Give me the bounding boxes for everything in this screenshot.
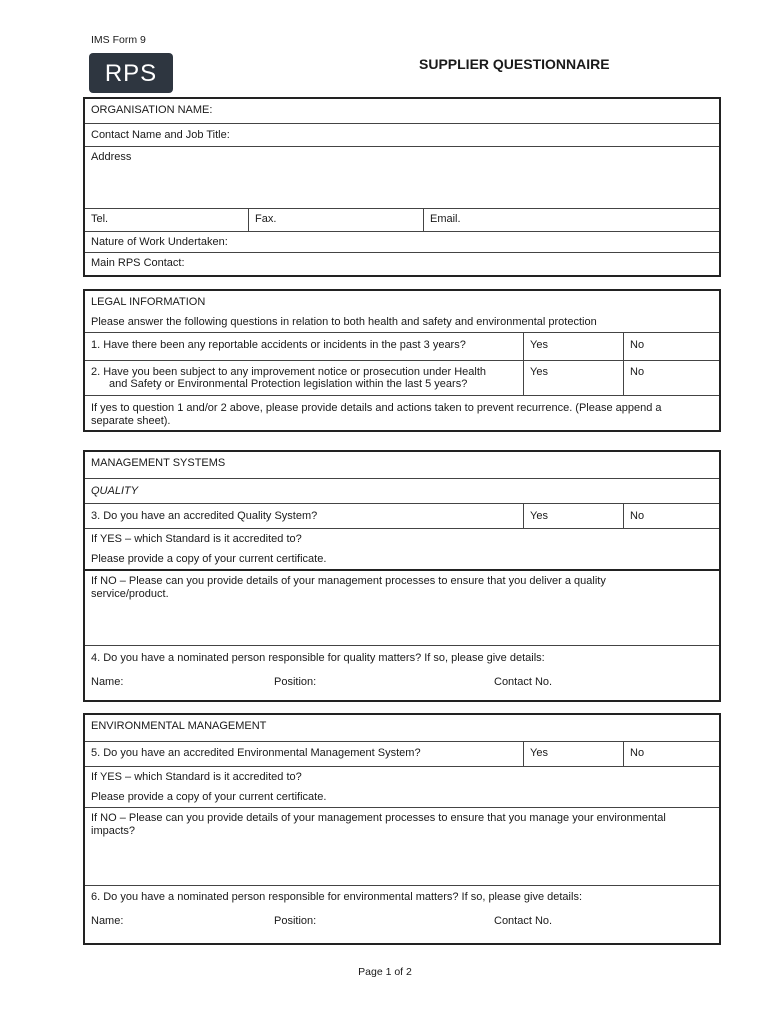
organisation-name-label: ORGANISATION NAME: — [91, 104, 213, 116]
question-4-row[interactable] — [85, 645, 719, 700]
quality-if-yes-text: If YES – which Standard is it accredited to? — [91, 533, 302, 545]
legal-instruction: Please answer the following questions in relation to both health and safety and environmental protection — [91, 316, 597, 328]
legal-details-line2: separate sheet). — [91, 415, 171, 427]
yes-option: Yes — [530, 510, 548, 522]
form-number: IMS Form 9 — [91, 34, 146, 46]
question-3-no-cell[interactable] — [623, 504, 719, 528]
fax-cell[interactable] — [248, 209, 424, 231]
question-4-text: 4. Do you have a nominated person responsible for quality matters? If so, please give details: — [91, 652, 545, 664]
question-2-text-line1: 2. Have you been subject to any improvement notice or prosecution under Health — [91, 366, 487, 378]
contact-name-label: Contact Name and Job Title: — [91, 129, 230, 141]
management-heading: MANAGEMENT SYSTEMS — [91, 457, 226, 469]
environmental-contact-no-label: Contact No. — [494, 915, 553, 927]
phone-fax-email-row — [85, 208, 719, 231]
question-2-text-line2: and Safety or Environmental Protection legislation within the last 5 years? — [109, 378, 468, 390]
email-cell[interactable] — [423, 209, 719, 231]
nature-of-work-row[interactable] — [85, 231, 719, 252]
management-heading-row — [85, 452, 719, 478]
legal-heading: LEGAL INFORMATION — [91, 296, 206, 308]
question-5-yes-cell[interactable] — [523, 742, 624, 766]
question-6-text: 6. Do you have a nominated person responsible for environmental matters? If so, please give details: — [91, 891, 582, 903]
quality-subheading-row — [85, 478, 719, 503]
question-1-row — [85, 332, 719, 360]
quality-contact-no-label: Contact No. — [494, 676, 553, 688]
yes-option: Yes — [530, 339, 548, 351]
question-5-text: 5. Do you have an accredited Environmental Management System? — [91, 747, 421, 759]
tel-label: Tel. — [91, 213, 109, 225]
quality-name-label: Name: — [91, 676, 124, 688]
quality-if-no-line2: service/product. — [91, 588, 169, 600]
page-number: Page 1 of 2 — [358, 966, 412, 978]
legal-details-row[interactable] — [85, 395, 719, 430]
question-2-yes-cell[interactable] — [523, 361, 624, 395]
question-1-no-cell[interactable] — [623, 333, 719, 360]
environmental-position-label: Position: — [274, 915, 317, 927]
question-1-yes-cell[interactable] — [523, 333, 624, 360]
quality-subheading: QUALITY — [91, 485, 139, 497]
question-5-no-cell[interactable] — [623, 742, 719, 766]
environmental-name-label: Name: — [91, 915, 124, 927]
legal-details-line1: If yes to question 1 and/or 2 above, please provide details and actions taken to prevent recurrence. (Please append a — [91, 402, 662, 414]
environmental-management-section — [83, 713, 721, 945]
quality-copy-certificate-text: Please provide a copy of your current certificate. — [91, 553, 327, 565]
environmental-heading: ENVIRONMENTAL MANAGEMENT — [91, 720, 267, 732]
question-3-text: 3. Do you have an accredited Quality System? — [91, 510, 318, 522]
question-6-row[interactable] — [85, 885, 719, 943]
management-systems-section — [83, 450, 721, 702]
email-label: Email. — [430, 213, 461, 225]
question-3-row — [85, 503, 719, 528]
environmental-if-yes-row[interactable] — [85, 766, 719, 807]
yes-option: Yes — [530, 747, 548, 759]
address-label: Address — [91, 151, 132, 163]
legal-heading-row — [85, 291, 719, 332]
no-option: No — [630, 747, 645, 759]
nature-of-work-label: Nature of Work Undertaken: — [91, 236, 228, 248]
fax-label: Fax. — [255, 213, 277, 225]
organisation-name-row[interactable] — [85, 99, 719, 123]
contact-name-row[interactable] — [85, 123, 719, 146]
question-2-row — [85, 360, 719, 395]
yes-option: Yes — [530, 366, 548, 378]
no-option: No — [630, 339, 645, 351]
environmental-if-no-row[interactable] — [85, 807, 719, 885]
question-2-no-cell[interactable] — [623, 361, 719, 395]
no-option: No — [630, 510, 645, 522]
main-rps-contact-label: Main RPS Contact: — [91, 257, 185, 269]
quality-if-yes-row[interactable] — [85, 528, 719, 569]
question-3-yes-cell[interactable] — [523, 504, 624, 528]
address-row[interactable] — [85, 146, 719, 208]
no-option: No — [630, 366, 645, 378]
rps-logo: RPS — [89, 53, 173, 93]
environmental-if-yes-text: If YES – which Standard is it accredited to? — [91, 771, 302, 783]
quality-if-no-line1: If NO – Please can you provide details of your management processes to ensure that you deliver a quality — [91, 575, 606, 587]
environmental-if-no-line2: impacts? — [91, 825, 136, 837]
quality-if-no-row[interactable] — [85, 569, 719, 645]
environmental-copy-certificate-text: Please provide a copy of your current certificate. — [91, 791, 327, 803]
main-rps-contact-row[interactable] — [85, 252, 719, 275]
page-title: SUPPLIER QUESTIONNAIRE — [419, 56, 610, 72]
contact-details-section — [83, 97, 721, 277]
quality-position-label: Position: — [274, 676, 317, 688]
legal-information-section — [83, 289, 721, 432]
question-5-row — [85, 741, 719, 766]
environmental-heading-row — [85, 715, 719, 741]
question-1-text: 1. Have there been any reportable accidents or incidents in the past 3 years? — [91, 339, 466, 351]
environmental-if-no-line1: If NO – Please can you provide details of your management processes to ensure that you manage your environmental — [91, 812, 666, 824]
